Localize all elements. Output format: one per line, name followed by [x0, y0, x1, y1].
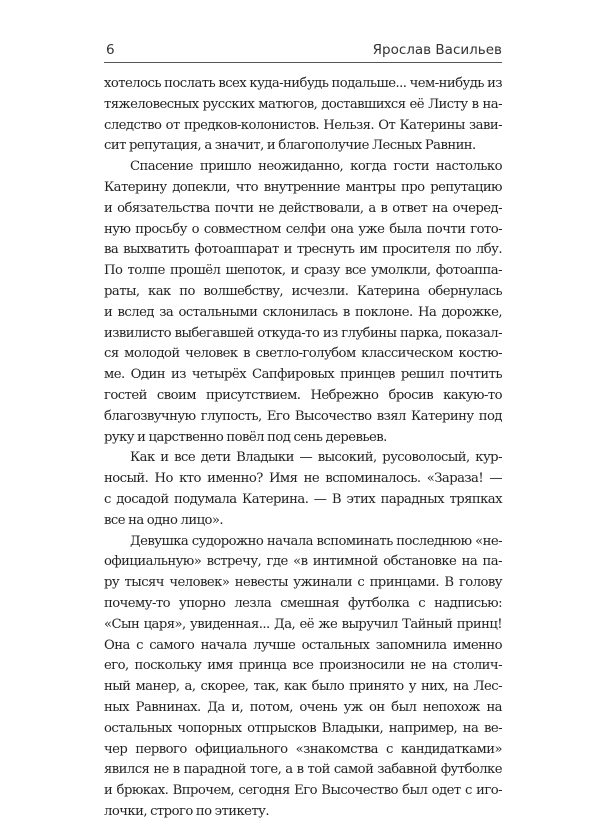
text-line: и вслед за остальными склонилась в поклоне. На дорожке,	[104, 304, 502, 320]
paragraph-1	[104, 74, 502, 157]
text-line: его, поскольку имя принца все произносили не на столич-	[104, 658, 502, 674]
text-line: извилисто выбегавшей откуда-то из глубины парка, показал-	[104, 325, 502, 341]
text-line: следство от предков-колонистов. Нельзя. От Катерины зави-	[104, 117, 502, 133]
page-header	[104, 36, 502, 62]
text-line: чер первого официального «знакомства с кандидатками»	[104, 741, 502, 757]
text-line: официальную» встречу, где «в интимной обстановке на па-	[104, 554, 502, 570]
text-line: сит репутация, а значит, и благополучие Лесных Равнин.	[104, 138, 476, 154]
paragraph-3	[104, 448, 502, 531]
text-line: ных Равнинах. Да и, потом, очень уж он был непохож на	[104, 699, 502, 715]
text-line: лочки, строго по этикету.	[104, 803, 269, 819]
text-line: руку и царственно повёл под сень деревьев.	[104, 429, 387, 445]
text-line: раты, как по волшебству, исчезли. Катерина обернулась	[104, 283, 502, 299]
header-rule	[104, 62, 502, 63]
page-number: 6	[106, 42, 115, 58]
text-line: Она с самого начала лучше остальных запомнила именно	[104, 637, 502, 653]
text-line: Спасение пришло неожиданно, когда гости настолько	[130, 159, 502, 175]
text-line: ный манер, а, скорее, так, как было принято у них, на Лес-	[104, 679, 502, 695]
text-line: с досадой подумала Катерина. — В этих парадных тряпках	[104, 491, 502, 507]
text-line: явился не в парадной тоге, а в той самой забавной футболке	[104, 762, 502, 778]
text-line: хотелось послать всех куда-нибудь подальше... чем-нибудь из	[104, 76, 502, 91]
text-line: все на одно лицо».	[104, 512, 224, 528]
text-line: и обязательства почти не действовали, а в ответ на очеред-	[104, 200, 502, 216]
text-line: благозвучную глупость, Его Высочество взял Катерину под	[104, 408, 502, 424]
text-line: Катерину допекли, что внутренние мантры про репутацию	[104, 179, 502, 195]
text-line: ся молодой человек в светло-голубом классическом костю-	[104, 346, 502, 362]
text-line: остальных чопорных отпрысков Владыки, например, на ве-	[104, 720, 502, 736]
text-line: По толпе прошёл шепоток, и сразу все умолкли, фотоаппа-	[104, 263, 502, 279]
text-line: и брюках. Впрочем, сегодня Его Высочество был одет с иго-	[104, 783, 502, 799]
text-line: ме. Один из четырёх Сапфировых принцев решил почтить	[104, 367, 502, 383]
text-line: ва выхватить фотоаппарат и треснуть им просителя по лбу.	[104, 242, 502, 258]
text-line: Как и все дети Владыки — высокий, русоволосый, кур-	[130, 450, 502, 466]
paragraph-2	[104, 157, 502, 448]
text-line: почему-то упорно лезла смешная футболка с надписью:	[104, 595, 502, 611]
text-line: гостей своим присутствием. Небрежно бросив какую-то	[104, 387, 502, 403]
paragraph-4	[104, 532, 502, 823]
text-line: ру тысяч человек» невесты ужинали с принцами. В голову	[104, 575, 502, 591]
body-text	[104, 74, 502, 823]
text-line: «Сын царя», увиденная... Да, её же выручил Тайный принц!	[104, 616, 502, 632]
text-line: носый. Но кто именно? Имя не вспоминалось. «Зараза! —	[104, 471, 502, 487]
text-line: тяжеловесных русских матюгов, доставшихся её Листу в на-	[104, 96, 502, 112]
text-line: ную просьбу о совместном селфи она уже была почти гото-	[104, 221, 502, 237]
running-title: Ярослав Васильев	[372, 42, 502, 58]
text-line: Девушка судорожно начала вспоминать последнюю «не-	[130, 533, 502, 549]
